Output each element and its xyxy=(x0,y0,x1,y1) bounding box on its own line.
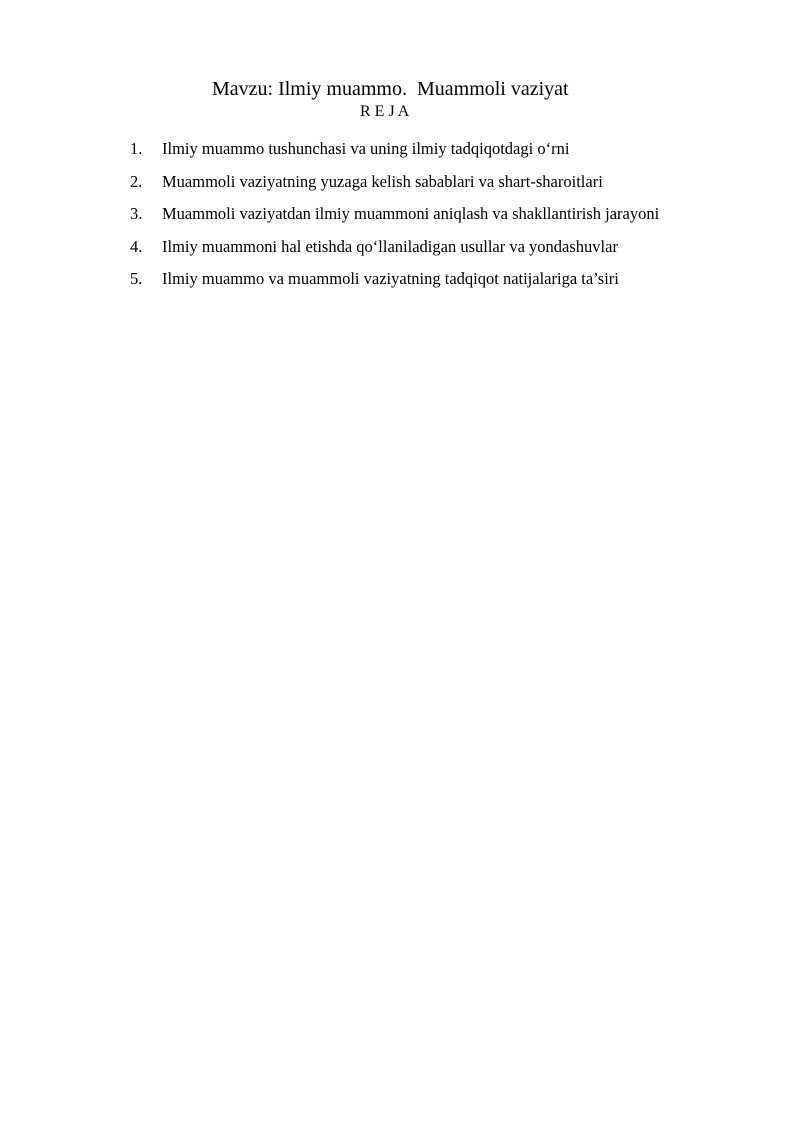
plan-item-text: Muammoli vaziyatdan ilmiy muammoni aniqlash va shakllantirish jarayoni xyxy=(162,204,660,223)
plan-item-number: 1. xyxy=(130,139,143,158)
plan-item-text: Ilmiy muammo va muammoli vaziyatning tadqiqot natijalariga ta’siri xyxy=(162,269,619,288)
plan-item-text: Ilmiy muammoni hal etishda qo‘llaniladigan usullar va yondashuvlar xyxy=(162,236,618,256)
plan-heading: R E J A xyxy=(360,103,410,120)
plan-item-text: Muammoli vaziyatning yuzaga kelish sabablari va shart-sharoitlari xyxy=(162,171,603,191)
document-title: Mavzu: Ilmiy muammo. Muammoli vaziyat xyxy=(212,78,569,100)
plan-item-number: 4. xyxy=(130,236,143,256)
plan-item-text: Ilmiy muammo tushunchasi va uning ilmiy tadqiqotdagi o‘rni xyxy=(162,139,570,158)
plan-item-number: 3. xyxy=(130,204,143,223)
plan-item-number: 2. xyxy=(130,171,143,191)
plan-item-number: 5. xyxy=(130,269,143,288)
